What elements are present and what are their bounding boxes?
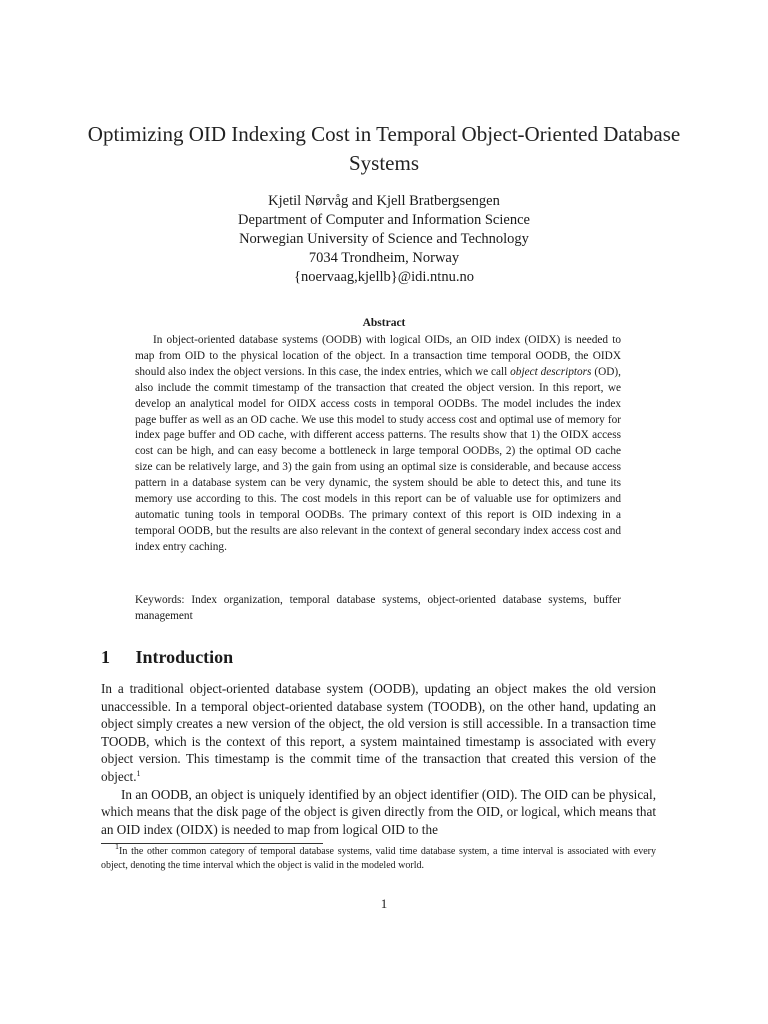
author-university: Norwegian University of Science and Technology xyxy=(239,231,529,247)
intro-paragraph-1-text: In a traditional object-oriented database system (OODB), updating an object makes the old version unaccessible. In a temporal object-oriented database system (TOODB), on the other hand, updating an object simply creates a new version of the object, the old version is still accessible. In a transaction time TOODB, which is the context of this report, a system maintained timestamp is associated with every object version. This timestamp is the commit time of the transaction that created this version of the object. xyxy=(101,681,656,784)
section-body xyxy=(101,680,656,838)
footnote-text: In the other common category of temporal database systems, valid time database system, a time interval is associated with every object, denoting the time interval which the object is valid in the modeled world. xyxy=(101,846,656,871)
abstract-emphasis: object descriptors xyxy=(510,365,592,378)
footnote-divider xyxy=(101,843,323,844)
intro-paragraph-2: In an OODB, an object is uniquely identified by an object identifier (OID). The OID can be physical, which means that the disk page of the object is given directly from the OID, or logical, which means that an OID index (OIDX) is needed to map from logical OID to the xyxy=(101,786,656,837)
paper-title: Optimizing OID Indexing Cost in Temporal Object-Oriented Database Systems xyxy=(87,122,681,175)
abstract-text-part2: (OD), also include the commit timestamp of the transaction that created the object version. In this report, we develop an analytical model for OIDX access costs in temporal OODBs. The model includes the index page buffer as well as an OD cache. We use this model to study access cost and optimal use of memory for index page buffer and OD cache, with different access patterns. The results show that 1) the OIDX access cost can be high, and can easy become a bottleneck in large temporal OODBs, 2) the optimal OD cache size can be relatively large, and 3) the gain from using an optimal size is considerable, and because access pattern in a database system can be very dynamic, the system should be able to detect this, and tune its memory use according to this. The cost models in this report can be of valuable use for optimizers and automatic tuning tools in temporal OODBs. The primary context of this report is OID indexing in a temporal OODB, but the results are also relevant in the context of general secondary index access cost and index entry caching. xyxy=(135,365,621,553)
abstract-text xyxy=(135,333,621,556)
author-city: 7034 Trondheim, Norway xyxy=(308,250,460,266)
section-title: Introduction xyxy=(135,647,234,667)
abstract-text-part1: In object-oriented database systems (OODB) with logical OIDs, an OID index (OIDX) is needed to map from OID to the physical location of the object. In a transaction time temporal OODB, the OIDX should also index the object versions. In this case, the index entries, which we call xyxy=(135,334,621,378)
author-email: {noervaag,kjellb}@idi.ntnu.no xyxy=(294,269,474,285)
footnote-mark: 1 xyxy=(115,842,119,851)
abstract-heading: Abstract xyxy=(362,317,406,329)
author-block xyxy=(100,192,668,287)
abstract-keywords: Keywords: Index organization, temporal database systems, object-oriented database systems, buffer management xyxy=(135,594,621,622)
footnote-reference: 1 xyxy=(136,768,141,778)
author-department: Department of Computer and Information Science xyxy=(238,212,530,228)
author-names: Kjetil Nørvåg and Kjell Bratbergsengen xyxy=(268,193,500,209)
section-heading xyxy=(101,647,233,668)
section-number: 1 xyxy=(101,647,110,667)
footnote xyxy=(101,842,656,872)
intro-paragraph-1 xyxy=(101,680,656,786)
page-number: 1 xyxy=(380,896,388,911)
